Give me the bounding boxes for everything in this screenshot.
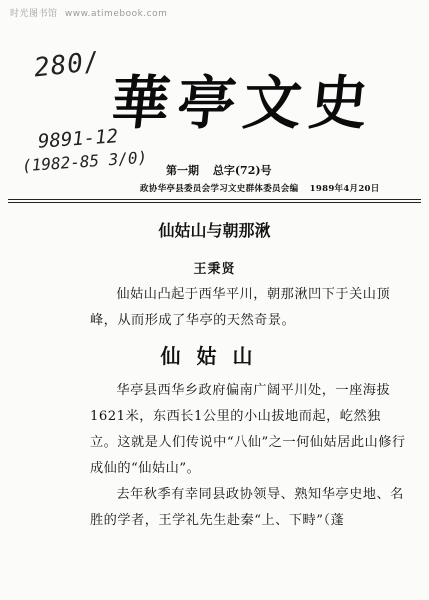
- publish-date: 1989年4月20日: [309, 184, 380, 194]
- magazine-title: 華亭文史: [107, 69, 380, 137]
- article-title: 仙姑山与朝那湫: [158, 221, 271, 240]
- watermark: [10, 6, 171, 19]
- header-rule: [8, 199, 421, 200]
- section-title: 仙姑山: [160, 344, 269, 368]
- handwritten-volume-range: 9891-12: [37, 125, 119, 153]
- handwritten-catalog-code: 280/: [32, 46, 103, 84]
- issue-number: 第一期: [166, 164, 199, 177]
- article-author: 王秉贤: [193, 262, 236, 277]
- editor-name: 政协华亭县委员会学习文史群体委员会编: [140, 184, 299, 194]
- issue-line: [166, 162, 282, 178]
- editor-line: [140, 182, 380, 194]
- article-intro: 仙姑山凸起于西华平川，朝那湫凹下于关山顶峰，从而形成了华亭的天然奇景。: [90, 287, 391, 328]
- article-paragraph: 去年秋季有幸同县政协领导、熟知华亭史地、名胜的学者，王学礼先生赴秦“上、下畤”（蓬: [90, 487, 404, 528]
- watermark-site-name: 时光图书馆: [10, 9, 58, 19]
- handwritten-issue-range: (1982-85 3/0): [21, 147, 148, 176]
- watermark-site-url: www.atimebook.com: [64, 9, 168, 19]
- total-issue-number: 总字(72)号: [212, 164, 272, 177]
- article-paragraph: 华亭县西华乡政府偏南广阔平川处，一座海拔1621米，东西长1公里的小山拔地而起，屹然独立。这就是人们传说中“八仙”之一何仙姑居此山修行成仙的“仙姑山”。: [90, 383, 406, 476]
- header-rule-thin: [8, 202, 421, 203]
